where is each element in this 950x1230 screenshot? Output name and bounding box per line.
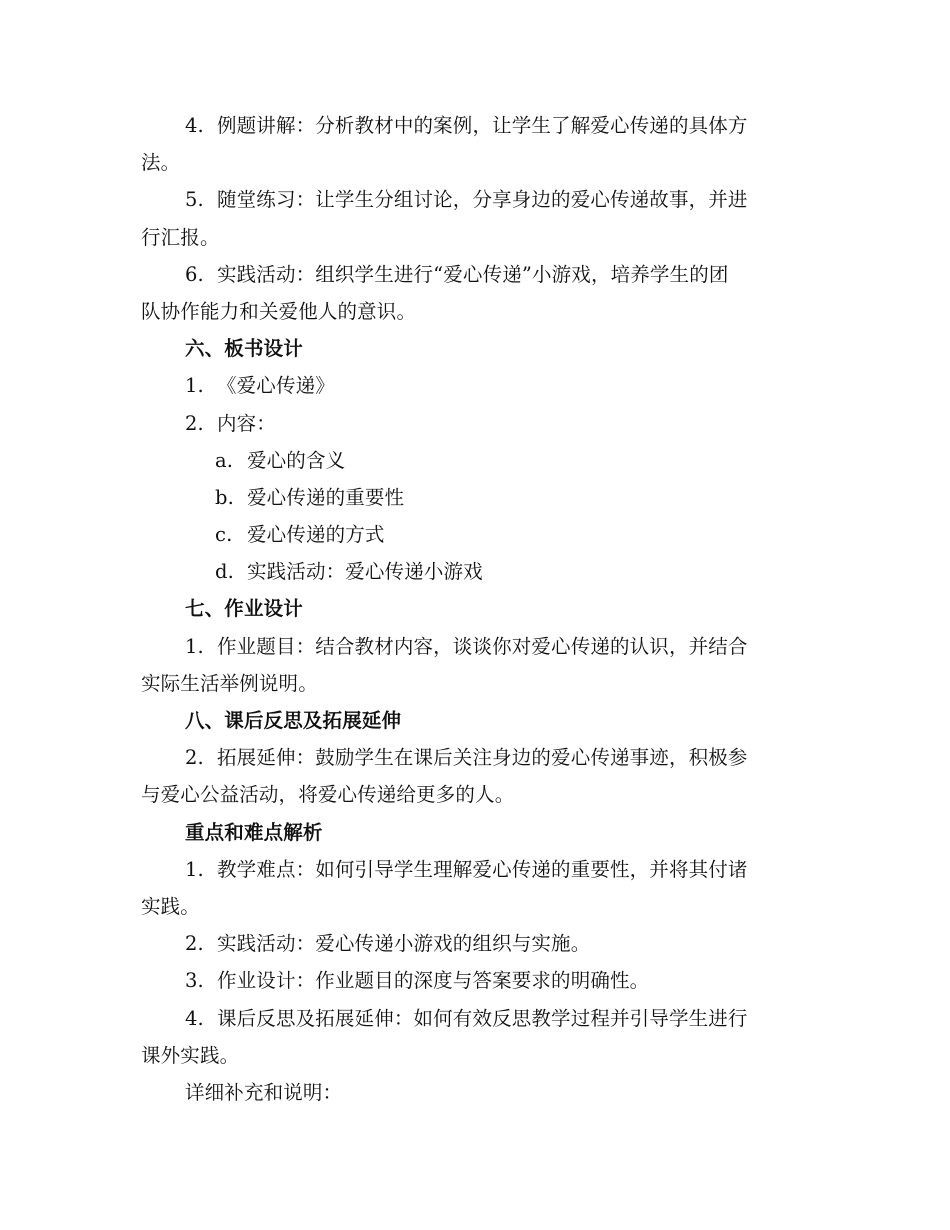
item-text: 作业题目：结合教材内容，谈谈你对爱心传递的认识，并结合: [217, 634, 748, 658]
sub-item-letter: d.: [215, 560, 234, 584]
list-item-1-difficulty: [141, 851, 803, 888]
section-heading-reflection: 八、课后反思及拓展延伸: [185, 709, 402, 732]
item-text: 课后反思及拓展延伸：如何有效反思教学过程并引导学生进行: [217, 1006, 748, 1030]
sub-item-c: [141, 516, 803, 553]
list-item-4-example: [141, 107, 803, 144]
sub-item-text: 实践活动：爱心传递小游戏: [247, 560, 483, 584]
item-text: 课外实践。: [141, 1043, 240, 1067]
document-body: [141, 107, 803, 1111]
sub-item-text: 爱心传递的方式: [247, 523, 385, 547]
item-number: 4.: [185, 1006, 204, 1030]
sub-item-b: [141, 479, 803, 516]
item-text: 实践。: [141, 894, 200, 918]
list-item-2-content: [141, 405, 803, 442]
list-item-continuation: [141, 888, 803, 925]
list-item-3-homework-design: [141, 962, 803, 999]
item-text: 队协作能力和关爱他人的意识。: [141, 299, 417, 323]
sub-item-a: [141, 442, 803, 479]
item-text: 实际生活举例说明。: [141, 671, 318, 695]
section-heading-blackboard: 六、板书设计: [185, 337, 303, 361]
list-item-4-reflection: [141, 1000, 803, 1037]
item-number: 1.: [185, 634, 204, 658]
item-text: 实践活动：爱心传递小游戏的组织与实施。: [217, 932, 591, 956]
sub-item-letter: a.: [215, 448, 234, 472]
item-number: 2.: [185, 932, 204, 956]
list-item-continuation: [141, 776, 803, 813]
item-text: 行汇报。: [141, 225, 220, 249]
list-item-1-homework: [141, 628, 803, 665]
list-item-2-extension: [141, 739, 803, 776]
list-item-2-activity: [141, 925, 803, 962]
list-item-continuation: [141, 293, 803, 330]
sub-item-text: 爱心的含义: [247, 448, 346, 472]
item-number: 2.: [185, 746, 204, 770]
list-item-1-title: [141, 367, 803, 404]
item-number: 3.: [185, 969, 204, 993]
item-text: 例题讲解：分析教材中的案例，让学生了解爱心传递的具体方: [217, 114, 748, 137]
item-number: 6.: [185, 262, 204, 286]
item-text: 作业设计：作业题目的深度与答案要求的明确性。: [217, 969, 650, 993]
item-text: 法。: [141, 151, 181, 175]
item-number: 1.: [185, 857, 204, 881]
section-heading-homework: 七、作业设计: [185, 597, 303, 621]
sub-item-d: [141, 553, 803, 590]
item-text: 拓展延伸：鼓励学生在课后关注身边的爱心传递事迹，积极参: [217, 746, 748, 770]
item-number: 1.: [185, 374, 204, 398]
item-text: 内容：: [217, 411, 276, 435]
list-item-continuation: [141, 665, 803, 702]
sub-item-letter: b.: [215, 485, 234, 509]
supplement-label: 详细补充和说明：: [185, 1080, 343, 1104]
list-item-6-activity: [141, 256, 803, 293]
sub-item-text: 爱心传递的重要性: [247, 485, 405, 509]
item-text: 与爱心公益活动，将爱心传递给更多的人。: [141, 783, 515, 807]
item-number: 2.: [185, 411, 204, 435]
item-text: 随堂练习：让学生分组讨论，分享身边的爱心传递故事，并进: [217, 188, 748, 212]
section-heading-key-points: 重点和难点解析: [185, 820, 323, 844]
item-text: 《爱心传递》: [217, 374, 335, 398]
list-item-continuation: [141, 144, 803, 181]
list-item-5-practice: [141, 181, 803, 218]
item-text: 实践活动：组织学生进行“爱心传递”小游戏，培养学生的团: [217, 262, 729, 286]
list-item-continuation: [141, 219, 803, 256]
sub-item-letter: c.: [215, 523, 233, 547]
item-number: 5.: [185, 188, 204, 212]
item-number: 4.: [185, 114, 204, 137]
list-item-continuation: [141, 1037, 803, 1074]
item-text: 教学难点：如何引导学生理解爱心传递的重要性，并将其付诸: [217, 857, 748, 881]
